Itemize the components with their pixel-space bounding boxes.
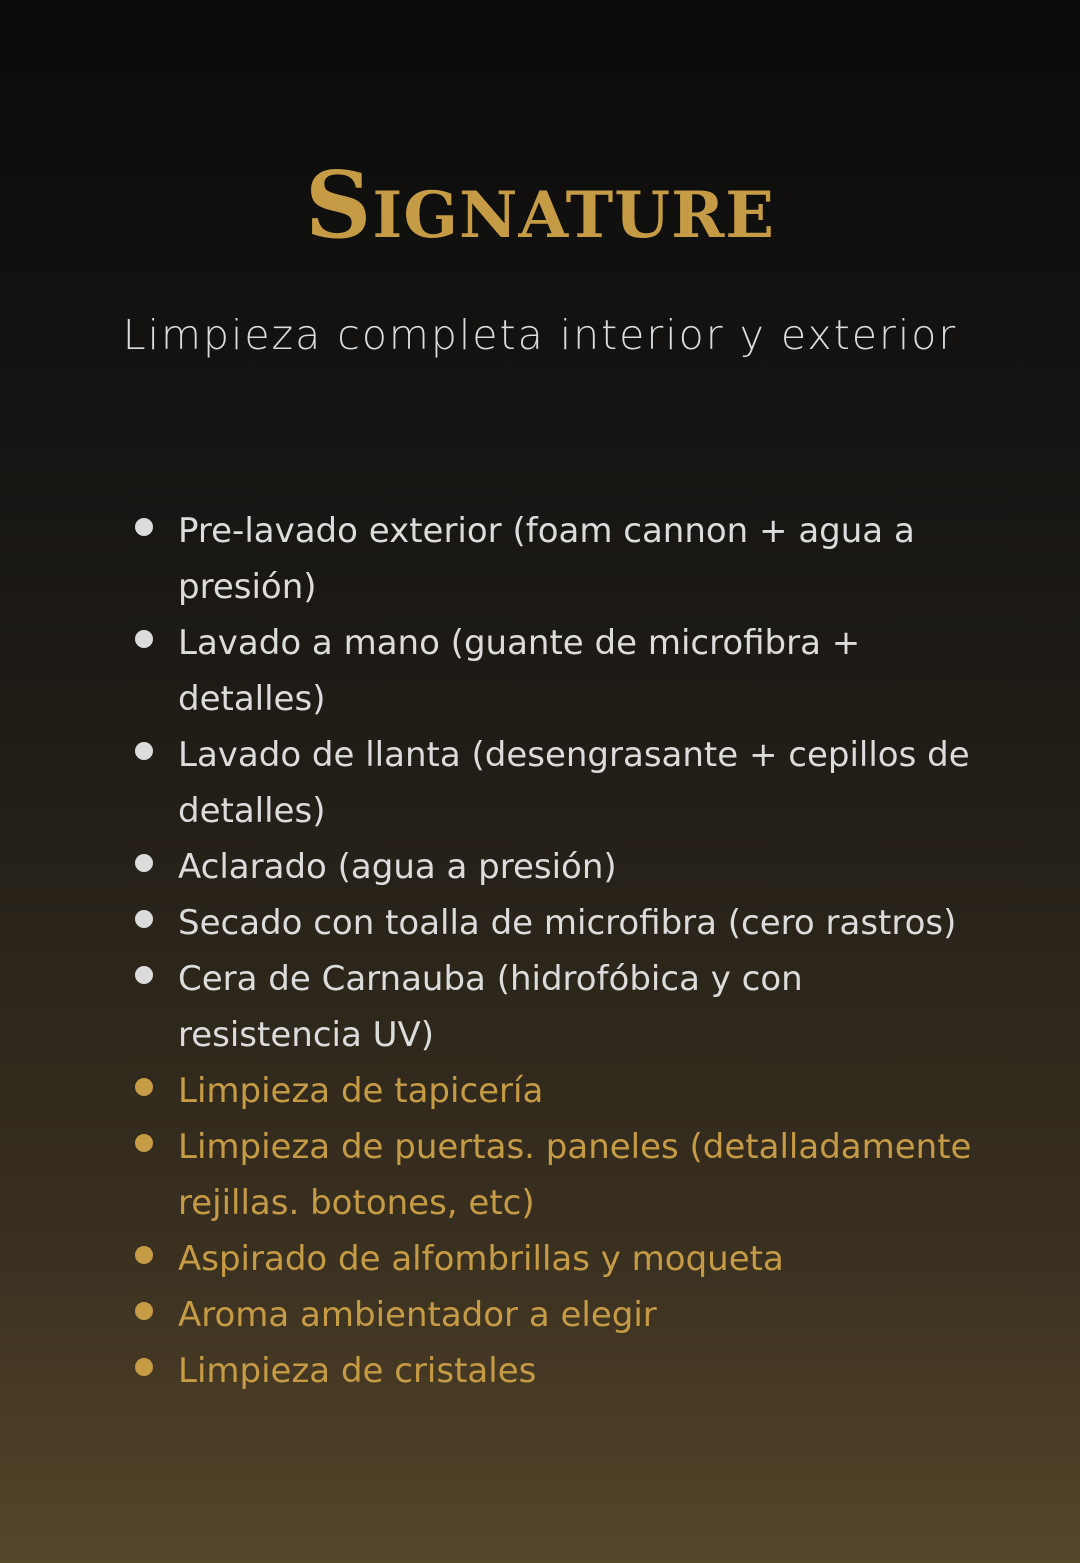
- feature-text: Limpieza de puertas. paneles (detalladamente rejillas. botones, etc): [178, 1127, 972, 1223]
- bullet-icon: [135, 1302, 153, 1320]
- feature-list: [135, 503, 985, 1399]
- feature-item: [135, 1287, 985, 1343]
- feature-item: [135, 839, 985, 895]
- feature-text: Pre-lavado exterior (foam cannon + agua a presión): [178, 511, 915, 607]
- bullet-icon: [135, 1358, 153, 1376]
- feature-text: Cera de Carnauba (hidrofóbica y con resistencia UV): [178, 959, 803, 1055]
- feature-text: Limpieza de tapicería: [178, 1071, 544, 1111]
- bullet-icon: [135, 742, 153, 760]
- bullet-icon: [135, 854, 153, 872]
- feature-item: [135, 1231, 985, 1287]
- feature-item: [135, 895, 985, 951]
- bullet-icon: [135, 1134, 153, 1152]
- feature-text: Aroma ambientador a elegir: [178, 1295, 657, 1335]
- feature-item: [135, 1343, 985, 1399]
- feature-text: Lavado de llanta (desengrasante + cepillos de detalles): [178, 735, 970, 831]
- feature-text: Aspirado de alfombrillas y moqueta: [178, 1239, 784, 1279]
- feature-item: [135, 951, 985, 1063]
- plan-title: Signature: [304, 151, 776, 259]
- feature-text: Lavado a mano (guante de microfibra + detalles): [178, 623, 861, 719]
- feature-item: [135, 1119, 985, 1231]
- bullet-icon: [135, 1246, 153, 1264]
- bullet-icon: [135, 630, 153, 648]
- plan-subtitle: Limpieza completa interior y exterior: [122, 311, 958, 359]
- bullet-icon: [135, 966, 153, 984]
- feature-text: Limpieza de cristales: [178, 1351, 537, 1391]
- feature-item: [135, 1063, 985, 1119]
- feature-text: Secado con toalla de microfibra (cero rastros): [178, 903, 957, 943]
- bullet-icon: [135, 1078, 153, 1096]
- feature-item: [135, 727, 985, 839]
- bullet-icon: [135, 910, 153, 928]
- feature-item: [135, 503, 985, 615]
- feature-item: [135, 615, 985, 727]
- feature-text: Aclarado (agua a presión): [178, 847, 617, 887]
- bullet-icon: [135, 518, 153, 536]
